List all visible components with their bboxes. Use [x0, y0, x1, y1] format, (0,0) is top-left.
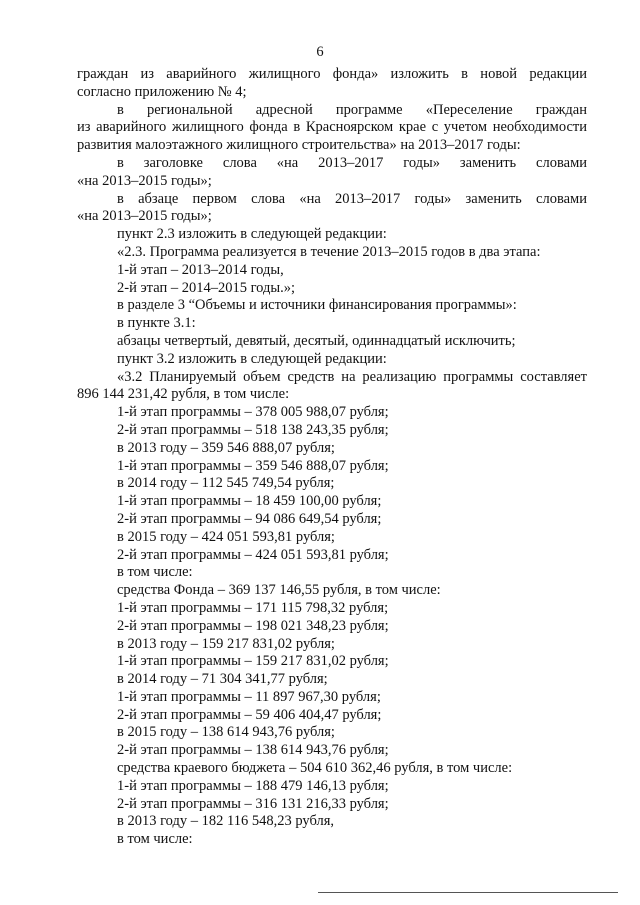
document-line: 1-й этап программы – 159 217 831,02 рубля;	[117, 653, 389, 670]
document-line: 1-й этап программы – 378 005 988,07 рубля;	[117, 404, 389, 421]
document-line: в разделе 3 “Объемы и источники финансирования программы»:	[117, 297, 517, 314]
document-line: абзацы четвертый, девятый, десятый, одиннадцатый исключить;	[117, 332, 516, 349]
document-line: 2-й этап программы – 424 051 593,81 рубля;	[117, 546, 389, 563]
page-number: 6	[316, 44, 324, 60]
document-line: 2-й этап программы – 59 406 404,47 рубля;	[117, 706, 382, 723]
document-line: в 2013 году – 159 217 831,02 рубля;	[117, 635, 335, 652]
document-line: развития малоэтажного жилищного строительства» на 2013–2017 годы:	[77, 137, 521, 154]
document-line: в 2015 году – 138 614 943,76 рубля;	[117, 724, 335, 741]
document-line: в 2014 году – 112 545 749,54 рубля;	[117, 475, 335, 492]
document-line: в пункте 3.1:	[117, 315, 196, 332]
document-line: «2.3. Программа реализуется в течение 2013–2015 годов в два этапа:	[117, 243, 541, 260]
document-body	[77, 66, 587, 849]
document-line: 2-й этап программы – 316 131 216,33 рубля;	[117, 795, 389, 812]
document-line: в 2014 году – 71 304 341,77 рубля;	[117, 671, 328, 688]
document-line: 2-й этап – 2014–2015 годы.»;	[117, 279, 296, 296]
document-line: в региональной адресной программе «Переселение граждан	[117, 101, 587, 118]
document-line: в 2015 году – 424 051 593,81 рубля;	[117, 528, 335, 545]
document-line: согласно приложению № 4;	[77, 83, 247, 100]
document-line: «3.2 Планируемый объем средств на реализацию программы составляет	[117, 368, 587, 385]
document-line: пункт 2.3 изложить в следующей редакции:	[117, 226, 387, 243]
document-line: 1-й этап программы – 171 115 798,32 рубля;	[117, 599, 389, 616]
document-line: 1-й этап программы – 18 459 100,00 рубля;	[117, 493, 382, 510]
document-line: 2-й этап программы – 518 138 243,35 рубля;	[117, 421, 389, 438]
document-line: в 2013 году – 359 546 888,07 рубля;	[117, 439, 335, 456]
document-line: 1-й этап программы – 359 546 888,07 рубля;	[117, 457, 389, 474]
document-line: средства краевого бюджета – 504 610 362,46 рубля, в том числе:	[117, 760, 513, 777]
document-line: в 2013 году – 182 116 548,23 рубля,	[117, 813, 335, 830]
document-line: «на 2013–2015 годы»;	[77, 172, 212, 189]
document-line: 2-й этап программы – 138 614 943,76 рубля;	[117, 742, 389, 759]
footer-divider	[318, 892, 618, 893]
document-line: 1-й этап – 2013–2014 годы,	[117, 261, 284, 278]
document-line: 1-й этап программы – 11 897 967,30 рубля;	[117, 688, 381, 705]
document-line: в абзаце первом слова «на 2013–2017 годы» заменить словами	[117, 190, 587, 207]
document-line: средства Фонда – 369 137 146,55 рубля, в том числе:	[117, 582, 441, 599]
document-line: «на 2013–2015 годы»;	[77, 208, 212, 225]
document-line: в заголовке слова «на 2013–2017 годы» заменить словами	[117, 154, 587, 171]
document-line: в том числе:	[117, 564, 193, 581]
document-line: из аварийного жилищного фонда в Красноярском крае с учетом необходимости	[77, 119, 587, 136]
document-line: 896 144 231,42 рубля, в том числе:	[77, 386, 290, 403]
document-line: 2-й этап программы – 94 086 649,54 рубля;	[117, 510, 382, 527]
document-line: 1-й этап программы – 188 479 146,13 рубля;	[117, 777, 389, 794]
document-line: 2-й этап программы – 198 021 348,23 рубля;	[117, 617, 389, 634]
document-line: пункт 3.2 изложить в следующей редакции:	[117, 350, 387, 367]
document-line: граждан из аварийного жилищного фонда» изложить в новой редакции	[77, 66, 587, 82]
document-line: в том числе:	[117, 831, 193, 848]
